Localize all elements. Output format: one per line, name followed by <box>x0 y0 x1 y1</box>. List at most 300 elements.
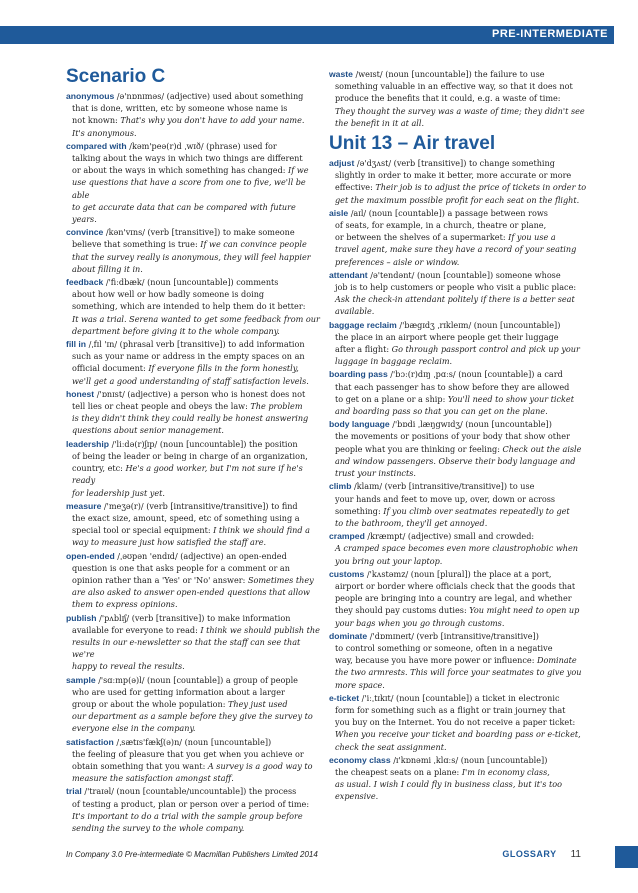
headword: convince <box>66 227 104 238</box>
headword: honest <box>66 388 95 399</box>
headword: baggage reclaim <box>329 319 397 330</box>
glossary-entry <box>329 319 599 368</box>
entry-line <box>66 736 323 748</box>
entry-line <box>329 169 599 181</box>
definition-head: /'bægɪdʒ ˌrɪkleɪm/ (noun [uncountable]) <box>396 319 561 330</box>
definition-text: form for something such as a flight or train journey that <box>335 704 566 715</box>
definition-text: available for everyone to read: <box>72 624 201 635</box>
entry-line <box>329 704 599 716</box>
entry-line <box>329 243 599 255</box>
definition-text: not known: <box>72 115 121 126</box>
entry-line <box>329 305 599 317</box>
entry-line <box>329 269 599 281</box>
example-text: everyone else in the company. <box>72 723 196 734</box>
example-text: get the maximum possible profit for each seat on the flight. <box>335 194 580 205</box>
entry-line <box>66 350 323 362</box>
entry-line <box>66 102 323 114</box>
definition-text: about how well or how badly someone is doing <box>72 289 265 300</box>
definition-head: /ˌsætɪs'fækʃ(ə)n/ (noun [uncountable]) <box>113 736 272 747</box>
entry-line <box>66 785 323 797</box>
example-text: use questions that have a score from one to five, we'll be able <box>72 177 306 200</box>
entry-line <box>329 654 599 666</box>
entry-line <box>329 319 599 331</box>
example-text: When you receive your ticket and boarding pass or e-ticket, <box>335 729 581 740</box>
definition-text: country, etc: <box>72 463 126 474</box>
headword: boarding pass <box>329 369 388 380</box>
example-text: the benefit in it at all. <box>335 117 425 128</box>
definition-head: /ɪ'kɒnəmi ˌklɑːs/ (noun [uncountable]) <box>390 754 548 765</box>
entry-line <box>329 455 599 467</box>
example-text: Check out the aisle <box>502 443 582 454</box>
definition-text: job is to help customers or people who visit a public place: <box>335 282 577 293</box>
definition-text: effective: <box>335 182 376 193</box>
example-text: trust your instincts. <box>335 468 416 479</box>
glossary-entry <box>66 90 323 139</box>
example-text: expensive. <box>335 791 379 802</box>
entry-line <box>329 630 599 642</box>
headword: waste <box>329 69 353 79</box>
headword: fill in <box>66 339 87 350</box>
copyright-credit: In Company 3.0 Pre-intermediate © Macmillan Publishers Limited 2014 <box>66 850 318 859</box>
entry-line <box>329 728 599 740</box>
definition-text: that each passenger has to show before they are allowed <box>335 381 570 392</box>
example-text: the two armrests. This will force your seatmates to give you <box>335 667 582 678</box>
entry-line <box>66 375 323 387</box>
definition-text: such as your name or address in the empty spaces on an <box>72 351 305 362</box>
page-edge-tab <box>615 846 638 868</box>
entry-line <box>66 487 323 499</box>
entry-line <box>66 263 323 275</box>
entry-line <box>329 343 599 355</box>
definition-head: /ə'dʒʌst/ (verb [transitive]) to change something <box>354 158 555 169</box>
footer-right <box>502 849 581 860</box>
entry-line <box>329 642 599 654</box>
entry-line <box>66 300 323 312</box>
headword: anonymous <box>66 91 115 101</box>
glossary-entry <box>66 438 323 499</box>
glossary-entry <box>66 500 323 549</box>
definition-head: /'bɒdi ˌlæŋgwɪdʒ/ (noun [uncountable]) <box>389 419 552 430</box>
definition-text: of seats, for example, in a church, theatre or plane, <box>335 220 547 231</box>
example-text: happy to reveal the results. <box>72 661 185 672</box>
entry-line <box>66 822 323 834</box>
entry-line <box>66 686 323 698</box>
entry-line <box>66 748 323 760</box>
example-text: way to measure just how satisfied the staff are. <box>72 537 267 548</box>
left-entry-list <box>66 90 323 834</box>
example-text: your bags when you go through customs. <box>335 617 505 628</box>
entry-line <box>329 219 599 231</box>
example-text: department before giving it to the whole company. <box>72 325 280 336</box>
entry-line <box>66 288 323 300</box>
headword: body language <box>329 419 390 430</box>
entry-line <box>329 790 599 802</box>
definition-head: /kræmpt/ (adjective) small and crowded: <box>364 531 535 542</box>
entry-line <box>329 117 599 129</box>
entry-line <box>329 393 599 405</box>
entry-line <box>66 710 323 722</box>
glossary-entry <box>329 630 599 691</box>
headword: attendant <box>329 269 368 280</box>
definition-text: you buy on the Internet. You do not receive a paper ticket: <box>335 717 576 728</box>
example-text: If you climb over seatmates repeatedly to get <box>383 505 570 516</box>
definition-text: of testing a product, plan or person over a period of time: <box>72 798 310 809</box>
entry-line <box>66 586 323 598</box>
right-entry-list <box>329 157 599 803</box>
entry-line <box>66 276 323 288</box>
definition-text: question is one that asks people for a comment or an <box>72 562 290 573</box>
entry-line <box>66 400 323 412</box>
entry-line <box>329 405 599 417</box>
entry-line <box>329 568 599 580</box>
example-text: for leadership just yet. <box>72 487 165 498</box>
entry-line <box>329 418 599 430</box>
entry-line <box>66 450 323 462</box>
glossary-entry <box>329 480 599 529</box>
entry-line <box>329 181 599 193</box>
definition-text: they should pay customs duties: <box>335 605 470 616</box>
glossary-entry <box>329 368 599 417</box>
entry-line <box>66 176 323 200</box>
section-title-unit-13: Unit 13 – Air travel <box>329 133 496 155</box>
example-text: It's important to do a trial with the sample group before <box>72 810 303 821</box>
page-footer <box>66 850 581 859</box>
definition-head: /'sɑːmp(ə)l/ (noun [countable]) a group of people <box>95 674 298 685</box>
entry-line <box>329 430 599 442</box>
definition-text: your hands and feet to move up, over, down or across <box>335 493 556 504</box>
example-text: sending the survey to the whole company. <box>72 822 245 833</box>
example-text: results in our e-newsletter so that the staff can see that we're <box>72 636 301 660</box>
glossary-entry <box>329 157 599 206</box>
definition-text: who are used for getting information about a larger <box>72 686 285 697</box>
entry-line <box>66 438 323 450</box>
example-text: you bring out your laptop. <box>335 555 443 566</box>
entry-line <box>66 500 323 512</box>
example-text: I think we should find a <box>213 525 310 536</box>
definition-text: opinion rather than a 'Yes' or 'No' answer: <box>72 574 248 585</box>
example-text: more space. <box>335 679 385 690</box>
glossary-entry <box>329 269 599 318</box>
definition-head: /'iːˌtɪkɪt/ (noun [countable]) a ticket in electronic <box>359 692 560 703</box>
example-text: A survey is a good way to <box>207 760 313 771</box>
entry-line <box>329 194 599 206</box>
entry-line <box>66 698 323 710</box>
entry-line <box>66 251 323 263</box>
example-text: If we can convince people <box>200 239 307 250</box>
page-number: 11 <box>570 849 581 860</box>
headword: satisfaction <box>66 736 114 747</box>
definition-text: something valuable in an effective way, so that it does not <box>335 81 573 92</box>
entry-line <box>66 325 323 337</box>
entry-line <box>329 666 599 678</box>
definition-text: or about the ways in which something has changed: <box>72 165 289 176</box>
entry-line <box>66 562 323 574</box>
definition-head: /ˌfɪl 'ɪn/ (phrasal verb [transitive]) to add information <box>86 339 305 350</box>
entry-line <box>329 592 599 604</box>
example-text: That's why you don't have to add your name. <box>120 115 305 126</box>
example-text: Sometimes they <box>247 574 314 585</box>
glossary-entry <box>66 338 323 387</box>
glossary-entry <box>66 226 323 275</box>
entry-line <box>329 617 599 629</box>
level-banner <box>0 26 614 44</box>
definition-text: tell lies or cheat people and obeys the law: <box>72 401 251 412</box>
entry-line <box>66 612 323 624</box>
entry-line <box>66 636 323 660</box>
definition-head: /kən'vɪns/ (verb [transitive]) to make someone <box>103 227 295 238</box>
entry-line <box>329 754 599 766</box>
glossary-entry <box>66 276 323 337</box>
entry-line <box>66 524 323 536</box>
example-text: to get accurate data that can be compared with future years. <box>72 201 296 225</box>
entry-line <box>66 140 323 152</box>
entry-line <box>329 443 599 455</box>
glossary-entry <box>329 418 599 479</box>
headword: dominate <box>329 630 368 641</box>
glossary-entry <box>66 736 323 785</box>
example-text: Go through passport control and pick up your <box>391 344 580 355</box>
entry-line <box>329 542 599 554</box>
headword: feedback <box>66 277 104 288</box>
left-column <box>66 66 323 835</box>
definition-text: of being the leader or being in charge of an organization, <box>72 450 308 461</box>
example-text: Their job is to adjust the price of tickets in order to <box>375 182 587 193</box>
entry-line <box>66 362 323 374</box>
example-text: If we <box>288 165 309 176</box>
example-text: It's anonymous. <box>72 127 137 138</box>
definition-head: /'liːdə(r)ʃɪp/ (noun [uncountable]) the position <box>109 438 298 449</box>
glossary-entry <box>329 568 599 629</box>
example-text: questions about senior management. <box>72 425 224 436</box>
definition-head: /'kʌstəmz/ (noun [plural]) the place at a port, <box>364 568 552 579</box>
entry-line <box>329 778 599 790</box>
entry-line <box>66 313 323 325</box>
entry-line <box>329 68 599 80</box>
entry-line <box>329 256 599 268</box>
right-column <box>329 68 599 804</box>
example-text: If you use a <box>508 232 556 243</box>
headword: leadership <box>66 438 109 449</box>
entry-line <box>66 164 323 176</box>
definition-text: after a flight: <box>335 344 392 355</box>
entry-line <box>66 152 323 164</box>
entry-line <box>66 722 323 734</box>
entry-line <box>66 226 323 238</box>
entry-line <box>329 105 599 117</box>
example-text: They thought the survey was a waste of time; they didn't see <box>335 105 585 116</box>
headword: measure <box>66 500 102 511</box>
definition-head: /aɪl/ (noun [countable]) a passage between rows <box>348 207 548 218</box>
definition-text: group or about the whole population: <box>72 698 229 709</box>
example-text: is they didn't think they could really be honest answering <box>72 413 309 424</box>
entry-line <box>329 231 599 243</box>
entry-line <box>329 555 599 567</box>
definition-text: obtain something that you want: <box>72 760 208 771</box>
example-text: to the bathroom, they'll get annoyed. <box>335 517 488 528</box>
headword: aisle <box>329 207 349 218</box>
entry-line <box>66 536 323 548</box>
example-text: measure the satisfaction amongst staff. <box>72 773 234 784</box>
definition-text: the movements or positions of your body that show other <box>335 431 570 442</box>
definition-text: special tool or special equipment: <box>72 525 214 536</box>
entry-line <box>329 92 599 104</box>
example-text: You might need to open up <box>469 605 580 616</box>
definition-head: /'fiːdbæk/ (noun [uncountable]) comments <box>103 277 279 288</box>
definition-text: produce the benefits that it could, e.g. a waste of time: <box>335 93 561 104</box>
glossary-entry <box>66 785 323 834</box>
glossary-entry <box>329 68 599 129</box>
glossary-entry <box>66 612 323 673</box>
entry-line <box>329 368 599 380</box>
entry-line <box>329 505 599 517</box>
entry-line <box>66 462 323 486</box>
headword: open-ended <box>66 550 115 561</box>
definition-head: /'meʒə(r)/ (verb [intransitive/transitive]) to find <box>101 500 298 511</box>
entry-line <box>329 467 599 479</box>
entry-line <box>66 201 323 225</box>
entry-line <box>329 281 599 293</box>
entry-line <box>66 660 323 672</box>
entry-line <box>329 293 599 305</box>
definition-head: /weɪst/ (noun [uncountable]) the failure to use <box>352 69 545 79</box>
glossary-entry <box>329 754 599 803</box>
definition-text: to control something or someone, often in a negative <box>335 642 553 653</box>
entry-line <box>329 381 599 393</box>
entry-line <box>329 493 599 505</box>
glossary-entry <box>66 140 323 225</box>
definition-text: the exact size, amount, speed, etc of something using a <box>72 512 300 523</box>
example-text: He's a good worker, but I'm not sure if he's ready <box>72 463 303 486</box>
glossary-entry <box>329 207 599 268</box>
glossary-entry <box>329 692 599 753</box>
entry-line <box>329 766 599 778</box>
definition-text: the feeling of pleasure that you get when you achieve or <box>72 748 304 759</box>
definition-text: airport or border where officials check that the goods that <box>335 580 576 591</box>
definition-text: that is done, written, etc by someone whose name is <box>72 103 288 114</box>
headword: climb <box>329 481 352 492</box>
example-text: luggage in baggage reclaim. <box>335 356 453 367</box>
entry-line <box>329 530 599 542</box>
headword: cramped <box>329 531 365 542</box>
headword: customs <box>329 568 365 579</box>
headword: publish <box>66 612 97 623</box>
example-text: and window passengers. Observe their body language and <box>335 455 576 466</box>
example-text: Ask the check-in attendant politely if there is a better seat <box>335 294 575 305</box>
entry-line <box>66 412 323 424</box>
definition-head: /'traɪəl/ (noun [countable/uncountable]) the process <box>81 786 297 797</box>
entry-line <box>329 207 599 219</box>
example-text: that the survey really is anonymous, they will feel happier <box>72 251 311 262</box>
example-text: as usual. I wish I could fly in business class, but it's too <box>335 779 562 790</box>
entry-line <box>66 512 323 524</box>
entry-line <box>329 157 599 169</box>
headword: compared with <box>66 140 127 151</box>
example-text: check the seat assignment. <box>335 741 447 752</box>
definition-head: /ə'nɒnɪməs/ (adjective) used about something <box>114 91 304 101</box>
example-text: about filling it in. <box>72 263 143 274</box>
section-title-scenario-c: Scenario C <box>66 66 166 87</box>
glossary-entry <box>66 674 323 735</box>
example-text: You'll need to show your ticket <box>447 393 574 404</box>
entry-line <box>329 580 599 592</box>
entry-line <box>66 624 323 636</box>
example-text: The problem <box>250 401 303 412</box>
entry-line <box>329 741 599 753</box>
headword: trial <box>66 786 82 797</box>
entry-line <box>66 338 323 350</box>
definition-head: /ə'tendənt/ (noun [countable]) someone whose <box>367 269 561 280</box>
definition-text: people what you are thinking or feeling: <box>335 443 503 454</box>
example-text: travel agent, make sure they have a record of your seating <box>335 244 577 255</box>
glossary-entry <box>66 550 323 611</box>
entry-line <box>329 679 599 691</box>
entry-line <box>329 517 599 529</box>
example-text: It was a trial. Serena wanted to get some feedback from our <box>72 313 320 324</box>
example-text: them to express opinions. <box>72 599 178 610</box>
example-text: are also asked to answer open-ended questions that allow <box>72 587 310 598</box>
headword: economy class <box>329 754 391 765</box>
definition-head: /'bɔː(r)dɪŋ ˌpɑːs/ (noun [countable]) a card <box>387 369 563 380</box>
definition-head: /'dɒmɪneɪt/ (verb [intransitive/transitive]) <box>367 630 539 641</box>
definition-head: /ˌəʊpən 'endɪd/ (adjective) an open-ended <box>114 550 287 561</box>
example-text: If everyone fills in the form honestly, <box>148 363 299 374</box>
definition-text: something: <box>335 505 384 516</box>
example-text: I think we should publish the <box>200 624 320 635</box>
entry-line <box>66 574 323 586</box>
entry-line <box>66 798 323 810</box>
entry-line <box>66 674 323 686</box>
definition-text: official document: <box>72 363 149 374</box>
entry-line <box>66 598 323 610</box>
definition-text: believe that something is true: <box>72 239 201 250</box>
example-text: and boarding pass so that you can get on the plane. <box>335 406 548 417</box>
example-text: A cramped space becomes even more claustrophobic when <box>335 543 578 554</box>
entry-line <box>66 127 323 139</box>
entry-line <box>66 810 323 822</box>
headword: sample <box>66 674 96 685</box>
definition-head: /'pʌblɪʃ/ (verb [transitive]) to make information <box>96 612 291 623</box>
glossary-entry <box>329 530 599 567</box>
entry-line <box>66 90 323 102</box>
definition-text: to get on a plane or a ship: <box>335 393 448 404</box>
definition-text: way, because you have more power or influence: <box>335 655 538 666</box>
level-label: PRE-INTERMEDIATE <box>492 28 608 40</box>
definition-text: the cheapest seats on a plane: <box>335 766 462 777</box>
right-pre-entry-list <box>329 68 599 129</box>
example-text: available. <box>335 306 375 317</box>
example-text: we'll get a good understanding of staff satisfaction levels. <box>72 375 309 386</box>
entry-line <box>329 331 599 343</box>
example-text: our department as a sample before they give the survey to <box>72 711 313 722</box>
entry-line <box>66 550 323 562</box>
entry-line <box>66 760 323 772</box>
entry-line <box>329 604 599 616</box>
headword: e-ticket <box>329 692 360 703</box>
definition-head: /'ɒnɪst/ (adjective) a person who is honest does not <box>94 388 306 399</box>
glossary-entry <box>66 388 323 437</box>
headword: adjust <box>329 158 355 169</box>
entry-line <box>66 388 323 400</box>
entry-line <box>329 692 599 704</box>
definition-text: or between the shelves of a supermarket: <box>335 232 509 243</box>
definition-text: people are bringing into a country are legal, and whether <box>335 593 572 604</box>
entry-line <box>66 238 323 250</box>
glossary-label: GLOSSARY <box>502 849 557 859</box>
definition-text: something, which are intended to help them do it better: <box>72 301 306 312</box>
example-text: I'm in economy class, <box>461 766 550 777</box>
definition-text: the place in an airport where people get their luggage <box>335 331 559 342</box>
entry-line <box>329 80 599 92</box>
